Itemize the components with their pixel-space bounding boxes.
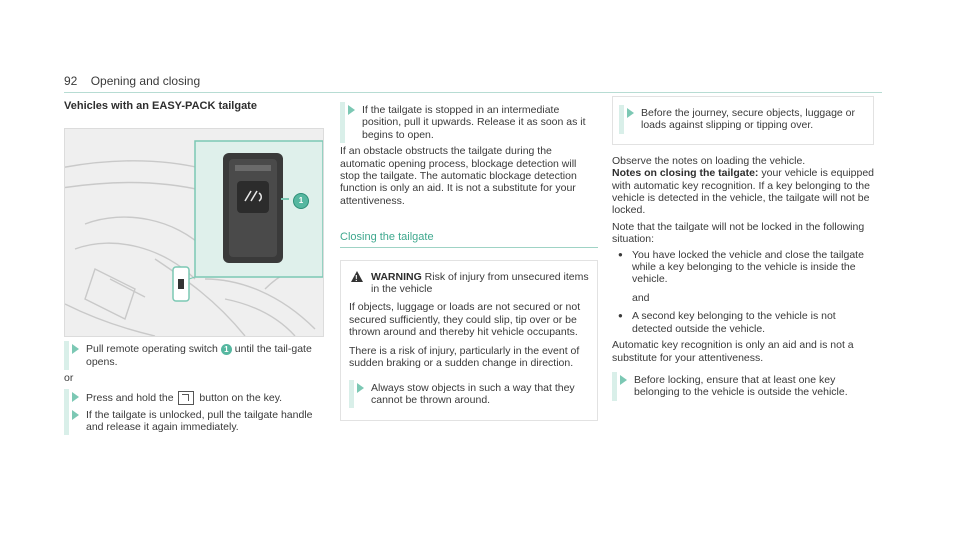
warning-triangle-icon (351, 271, 363, 282)
step-press-key-button: Press and hold the button on the key. (64, 391, 326, 405)
tailgate-switch-illustration (64, 128, 324, 337)
figure-callout-1: 1 (293, 193, 309, 209)
callout-1-badge: 1 (221, 344, 232, 355)
step-arrow-icon (72, 410, 79, 420)
column-2 (340, 100, 598, 421)
list-item: ● You have locked the vehicle and close the tailgate while a key belonging to the vehicle is inside the vehicle. (612, 249, 874, 286)
step-secure-objects: Before the journey, secure objects, luggage or loads against slipping or tipping over. (619, 107, 867, 132)
warning-paragraph-1: If objects, luggage or loads are not secured or not secured sufficiently, they could slip, tip over or be thrown around and thereby hit vehicle occupants. (349, 301, 581, 339)
step-arrow-icon (72, 344, 79, 354)
situation-list-2 (612, 310, 874, 335)
page-number: 92 (64, 74, 78, 88)
warning-step: Always stow objects in such a way that they cannot be thrown around. (349, 382, 589, 407)
or-text: or (64, 372, 74, 385)
page-header (64, 74, 200, 88)
warning-title: ! WARNING Risk of injury from unsecured items in the vehicle (349, 271, 589, 296)
warning-box (340, 260, 598, 422)
step-arrow-icon (348, 105, 355, 115)
step-arrow-icon (72, 392, 79, 402)
observe-notes-paragraph: Observe the notes on loading the vehicle. (612, 154, 806, 167)
section-title: Opening and closing (90, 74, 201, 88)
and-text: and (632, 291, 650, 304)
tailgate-key-icon (178, 391, 194, 405)
situation-list (612, 249, 874, 286)
warning-continued-box (612, 96, 874, 145)
list-item: ● A second key belonging to the vehicle is not detected outside the vehicle. (612, 310, 874, 335)
step-arrow-icon (627, 108, 634, 118)
step-before-locking: Before locking, ensure that at least one key belonging to the vehicle is outside the vehicle. (612, 374, 874, 399)
step-intermediate-position: If the tailgate is stopped in an intermediate position, pull it upwards. Release it as soon as it begins to open. (340, 104, 598, 141)
step-pull-handle: If the tailgate is unlocked, pull the tailgate handle and release it again immediately. (64, 409, 326, 434)
column-1 (64, 100, 326, 437)
note-situation-paragraph: Note that the tailgate will not be locked in the following situation: (612, 220, 865, 246)
step-arrow-icon (357, 383, 364, 393)
step-arrow-icon (620, 375, 627, 385)
header-rule (64, 92, 882, 93)
section-heading: Vehicles with an EASY-PACK tailgate (64, 100, 257, 112)
closing-tailgate-heading: Closing the tailgate (340, 231, 598, 247)
column-3 (612, 100, 874, 403)
notes-on-closing-paragraph: Notes on closing the tailgate: your vehicle is equipped with automatic key recognition. If a key belonging to the vehicle is detected in the vehicle, the tailgate will not be locked. (612, 167, 875, 217)
step-pull-switch: Pull remote operating switch 1 until the tail-gate opens. (64, 343, 326, 368)
blockage-detection-paragraph: If an obstacle obstructs the tailgate during the automatic opening process, blockage detection will stop the tailgate. The automatic blockage detection function is only an aid. It is not a substitute for your attentiveness. (340, 145, 577, 207)
warning-paragraph-2: There is a risk of injury, particularly in the event of sudden braking or a sudden change in direction. (349, 344, 580, 370)
key-recognition-paragraph: Automatic key recognition is only an aid and is not a substitute for your attentiveness. (612, 339, 854, 364)
